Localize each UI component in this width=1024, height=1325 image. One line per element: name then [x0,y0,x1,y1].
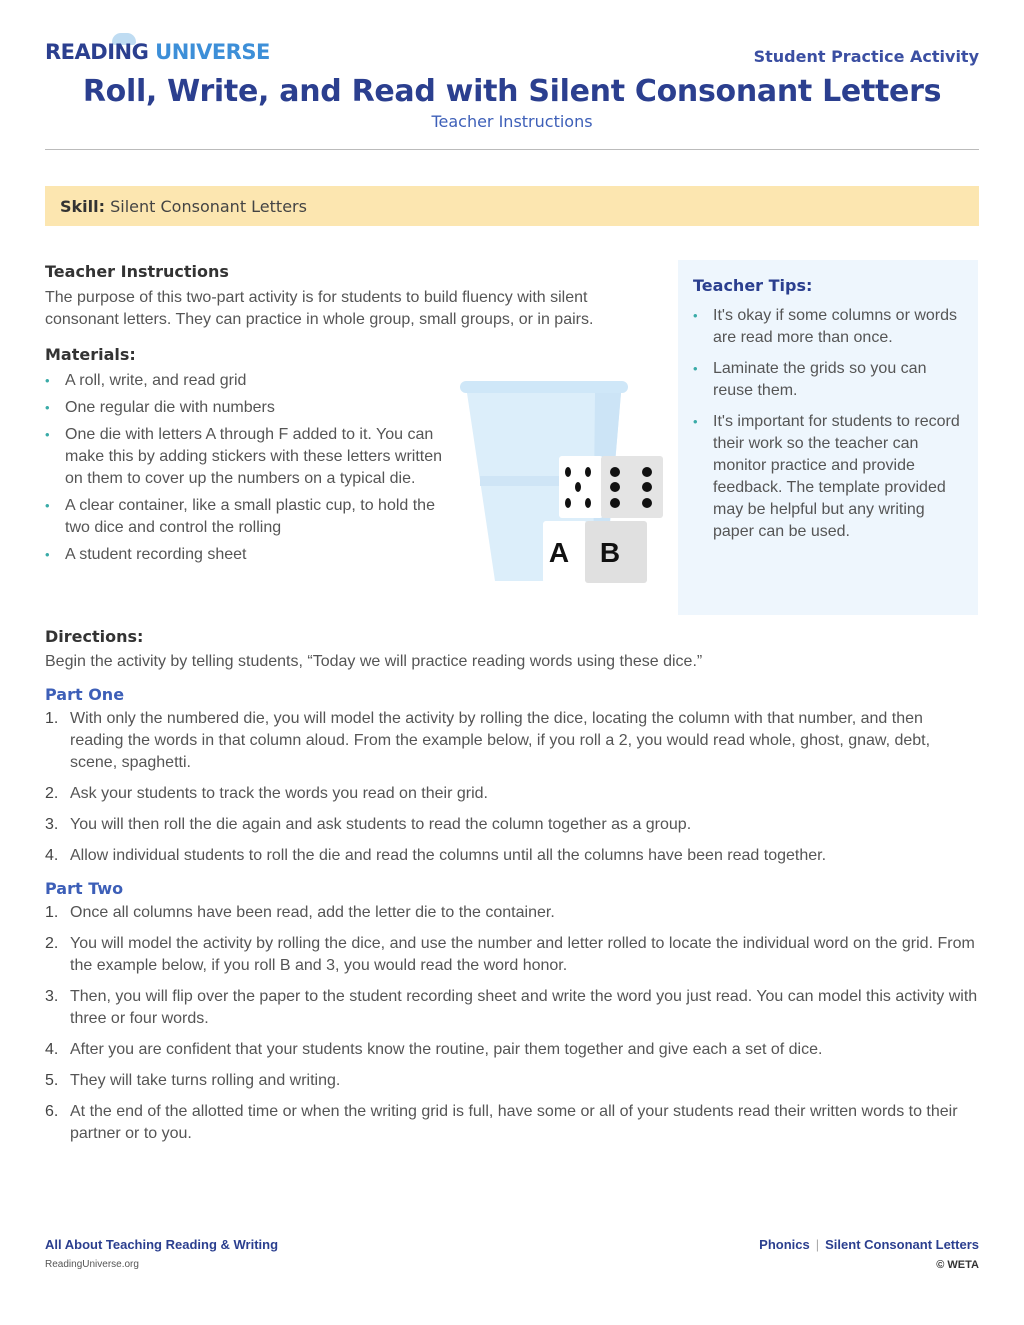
footer-copyright: © WETA [936,1259,979,1271]
step-item: 2. You will model the activity by rolling the dice, and use the number and letter rolled to locate the individual word on the grid. From the example below, if you roll B and 3, you would read the word honor. [45,935,975,974]
step-item: 1. With only the numbered die, you will model the activity by rolling the dice, locating the column with that number, and then reading the words in that column aloud. From the example below, if you roll a 2, you would read whole, ghost, gnaw, debt, scene, spaghetti. [45,710,931,771]
list-item: • Laminate the grids so you can reuse them. [693,358,963,402]
skill-label: Skill: [60,197,106,216]
list-item: • One die with letters A through F added to it. You can make this by adding stickers with these letters written on them to cover up the numbers on a typical die. [45,424,445,490]
tips-list [693,305,963,543]
part-one-steps [45,708,980,867]
footer-topic-link[interactable]: Silent Consonant Letters [825,1237,979,1252]
instructions-heading: Teacher Instructions [45,262,229,281]
step-item: 5. They will take turns rolling and writing. [45,1072,341,1089]
dice-number-icon [559,456,663,518]
directions-heading: Directions: [45,627,144,646]
instructions-text: The purpose of this two-part activity is for students to build fluency with silent consonant letters. They can practice in whole group, small groups, or in pairs. [45,289,594,328]
list-item: • One regular die with numbers [45,397,445,419]
die-letter-a: A [548,537,570,568]
skill-value: Silent Consonant Letters [110,197,307,216]
list-item: • It's okay if some columns or words are read more than once. [693,305,963,349]
skill-banner [45,186,979,226]
cup-and-dice-illustration [455,376,665,586]
page-title: Roll, Write, and Read with Silent Consonant Letters [82,74,942,109]
directions-intro: Begin the activity by telling students, “Today we will practice reading words using these dice.” [45,653,703,670]
dice-letter-icon [543,521,647,583]
directions-section [45,627,980,1154]
list-item: • A clear container, like a small plastic cup, to hold the two dice and control the rolling [45,495,445,539]
step-item: 2. Ask your students to track the words you read on their grid. [45,785,488,802]
die-letter-b: B [599,537,621,568]
separator: | [815,1237,820,1252]
brand-word-2: UNIVERSE [155,40,270,64]
footer-series-link[interactable]: All About Teaching Reading & Writing [45,1237,279,1252]
step-item: 1. Once all columns have been read, add the letter die to the container. [45,904,555,921]
tips-heading: Teacher Tips: [693,276,813,295]
part-one-heading: Part One [45,685,125,704]
part-two-steps [45,902,980,1145]
list-item: • A roll, write, and read grid [45,370,445,392]
brand-logo[interactable] [45,40,270,64]
page-subtitle: Teacher Instructions [431,112,593,131]
list-item: • It's important for students to record their work so the teacher can monitor practice and provide feedback. The template provided may be helpful but any writing paper can be used. [693,411,963,543]
step-item: 4. After you are confident that your students know the routine, pair them together and give each a set of dice. [45,1041,823,1058]
teacher-tips-box [678,260,978,615]
step-item: 4. Allow individual students to roll the die and read the columns until all the columns have been read together. [45,847,827,864]
brand-word-1: READING [45,40,149,64]
footer-category-link[interactable]: Phonics [759,1237,810,1252]
step-item: 6. At the end of the allotted time or when the writing grid is full, have some or all of your students read their written words to their partner or to you. [45,1103,958,1142]
footer-site-link[interactable]: ReadingUniverse.org [45,1259,139,1270]
divider [45,149,979,150]
step-item: 3. You will then roll the die again and ask students to read the column together as a group. [45,816,692,833]
list-item: • A student recording sheet [45,544,445,566]
footer-breadcrumb [759,1237,979,1252]
activity-label: Student Practice Activity [753,47,979,66]
part-two-heading: Part Two [45,879,124,898]
step-item: 3. Then, you will flip over the paper to the student recording sheet and write the word you just read. You can model this activity with three or four words. [45,988,978,1027]
materials-heading: Materials: [45,345,136,364]
